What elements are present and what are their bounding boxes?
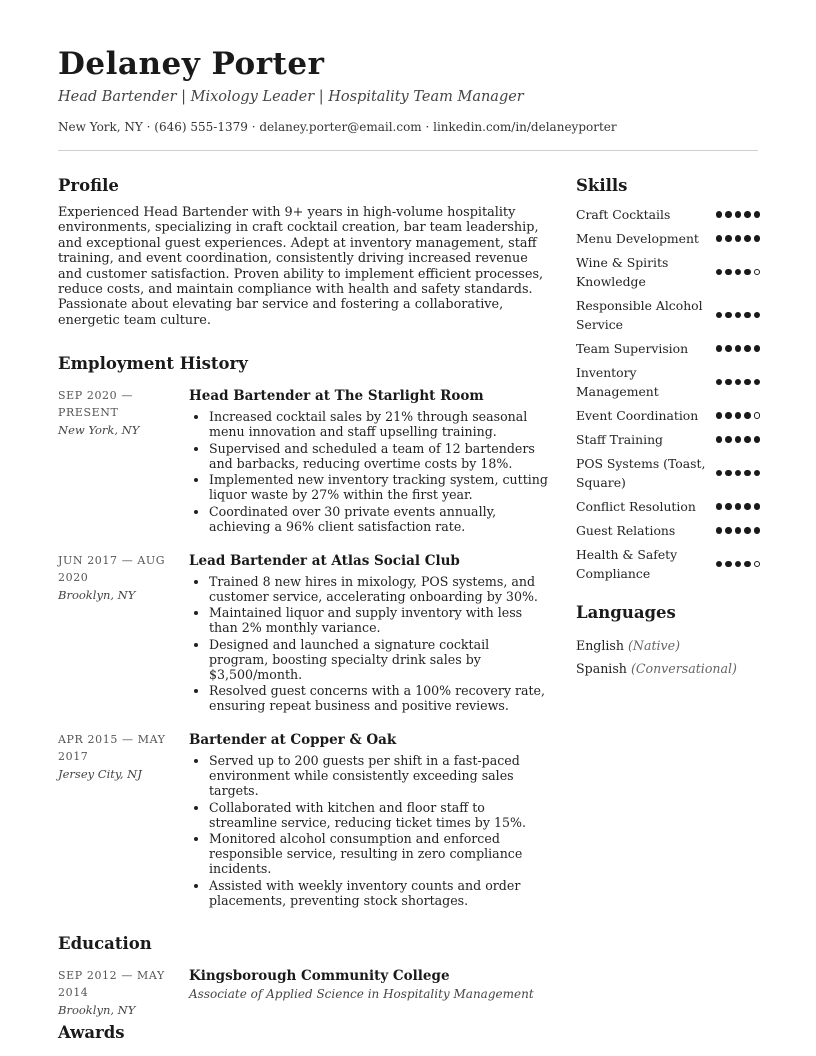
- skill-name: Responsible Alcohol Service: [576, 298, 703, 332]
- skill-name: Wine & Spirits Knowledge: [576, 255, 669, 289]
- rating-dot-filled-icon: [716, 412, 723, 419]
- languages-heading: Languages: [576, 603, 676, 622]
- language-item: [576, 634, 760, 657]
- rating-dot-filled-icon: [716, 561, 723, 568]
- education-dates: SEP 2012 — MAY 2014: [58, 968, 165, 999]
- job-bullet: • Served up to 200 guests per shift in a fast-paced environment while consistently exceeding sales targets.: [209, 753, 550, 798]
- skill-row: [576, 521, 760, 540]
- education-meta: [58, 967, 176, 1017]
- language-level: (Native): [628, 638, 681, 653]
- skill-rating: [716, 503, 761, 510]
- job-meta: [58, 552, 176, 602]
- rating-dot-filled-icon: [754, 211, 761, 218]
- job-details: [189, 552, 550, 714]
- skill-row: [576, 253, 760, 291]
- job-location: Brooklyn, NY: [58, 587, 136, 602]
- job-bullets: [189, 753, 550, 908]
- job-entry: [58, 552, 550, 714]
- skill-rating: [716, 211, 761, 218]
- job-bullets: [189, 409, 550, 534]
- main-column: [58, 176, 550, 1042]
- degree-name: Associate of Applied Science in Hospitality Management: [189, 986, 534, 1001]
- rating-dot-empty-icon: [754, 269, 761, 276]
- skill-name: Inventory Management: [576, 365, 659, 399]
- rating-dot-filled-icon: [744, 412, 751, 419]
- job-bullet: • Supervised and scheduled a team of 12 bartenders and barbacks, reducing overtime costs by 18%.: [209, 441, 550, 471]
- skill-row: [576, 430, 760, 449]
- rating-dot-filled-icon: [716, 345, 723, 352]
- rating-dot-filled-icon: [744, 527, 751, 534]
- skill-row: [576, 229, 760, 248]
- skill-row: [576, 406, 760, 425]
- skill-name: Conflict Resolution: [576, 499, 696, 514]
- job-entry: [58, 731, 550, 908]
- rating-dot-filled-icon: [754, 527, 761, 534]
- rating-dot-filled-icon: [754, 235, 761, 242]
- skill-name: Craft Cocktails: [576, 207, 671, 222]
- job-meta: [58, 731, 176, 781]
- job-location: Jersey City, NJ: [58, 767, 142, 782]
- education-heading: Education: [58, 933, 152, 953]
- skill-name: POS Systems (Toast, Square): [576, 456, 706, 490]
- sidebar-column: [576, 176, 760, 680]
- rating-dot-filled-icon: [754, 503, 761, 510]
- skill-rating: [716, 312, 761, 319]
- skill-row: [576, 545, 760, 583]
- rating-dot-filled-icon: [735, 235, 742, 242]
- rating-dot-filled-icon: [725, 527, 732, 534]
- skill-name: Team Supervision: [576, 341, 689, 356]
- skill-row: [576, 363, 760, 401]
- candidate-name: Delaney Porter: [58, 46, 325, 82]
- language-name: English: [576, 638, 624, 653]
- rating-dot-filled-icon: [716, 211, 723, 218]
- rating-dot-filled-icon: [716, 470, 723, 477]
- rating-dot-filled-icon: [725, 561, 732, 568]
- skill-row: [576, 296, 760, 334]
- job-entry: [58, 387, 550, 534]
- job-bullets: [189, 574, 550, 714]
- rating-dot-filled-icon: [735, 561, 742, 568]
- rating-dot-filled-icon: [744, 470, 751, 477]
- rating-dot-filled-icon: [716, 436, 723, 443]
- rating-dot-filled-icon: [744, 211, 751, 218]
- skill-name: Health & Safety Compliance: [576, 547, 678, 581]
- skill-rating: [716, 561, 761, 568]
- skill-rating: [716, 379, 761, 386]
- rating-dot-filled-icon: [716, 527, 723, 534]
- skill-rating: [716, 436, 761, 443]
- job-bullet: • Coordinated over 30 private events annually, achieving a 96% client satisfaction rate.: [209, 504, 550, 534]
- skill-name: Menu Development: [576, 231, 699, 246]
- profile-text: Experienced Head Bartender with 9+ years in high-volume hospitality environments, specializing in craft cocktail creation, bar team leadership, and exceptional guest experiences. Adept at inventory management, staff training, and event coordination, consistently driving increased revenue and customer satisfaction. Proven ability to implement efficient processes, reduce costs, and maintain compliance with health and safety standards. Passionate about elevating bar service and fostering a collaborative, energetic team culture.: [58, 205, 544, 328]
- education-location: Brooklyn, NY: [58, 1002, 136, 1017]
- job-bullet: • Implemented new inventory tracking system, cutting liquor waste by 27% within the first year.: [209, 472, 550, 502]
- rating-dot-filled-icon: [744, 379, 751, 386]
- rating-dot-empty-icon: [754, 412, 761, 419]
- rating-dot-filled-icon: [744, 436, 751, 443]
- job-bullet: • Assisted with weekly inventory counts and order placements, preventing stock shortages.: [209, 878, 550, 908]
- rating-dot-filled-icon: [735, 312, 742, 319]
- rating-dot-filled-icon: [716, 235, 723, 242]
- language-name: Spanish: [576, 661, 627, 676]
- language-item: [576, 657, 760, 680]
- rating-dot-filled-icon: [735, 436, 742, 443]
- job-title: Lead Bartender at Atlas Social Club: [189, 552, 460, 569]
- education-entry: [58, 967, 550, 1017]
- employment-list: [58, 387, 550, 908]
- rating-dot-filled-icon: [735, 211, 742, 218]
- profile-heading: Profile: [58, 176, 119, 195]
- school-name: Kingsborough Community College: [189, 967, 450, 984]
- education-list: [58, 967, 550, 1017]
- rating-dot-filled-icon: [735, 527, 742, 534]
- rating-dot-filled-icon: [725, 235, 732, 242]
- job-location: New York, NY: [58, 423, 140, 438]
- skills-list: [576, 205, 760, 583]
- rating-dot-filled-icon: [716, 312, 723, 319]
- rating-dot-filled-icon: [735, 470, 742, 477]
- header-divider: [58, 150, 758, 151]
- rating-dot-filled-icon: [754, 312, 761, 319]
- contact-line: New York, NY · (646) 555-1379 · delaney.porter@email.com · linkedin.com/in/delaneyporter: [58, 120, 617, 134]
- languages-list: [576, 634, 760, 680]
- skills-heading: Skills: [576, 176, 628, 195]
- job-details: [189, 731, 550, 908]
- skill-row: [576, 205, 760, 224]
- skill-name: Guest Relations: [576, 523, 676, 538]
- rating-dot-empty-icon: [754, 561, 761, 568]
- job-bullet: • Maintained liquor and supply inventory with less than 2% monthly variance.: [209, 605, 550, 635]
- rating-dot-filled-icon: [716, 503, 723, 510]
- job-bullet: • Increased cocktail sales by 21% through seasonal menu innovation and staff upselling training.: [209, 409, 550, 439]
- skill-rating: [716, 345, 761, 352]
- rating-dot-filled-icon: [725, 379, 732, 386]
- employment-heading: Employment History: [58, 354, 248, 374]
- rating-dot-filled-icon: [754, 470, 761, 477]
- rating-dot-filled-icon: [725, 312, 732, 319]
- rating-dot-filled-icon: [735, 269, 742, 276]
- skill-name: Event Coordination: [576, 408, 699, 423]
- rating-dot-filled-icon: [754, 436, 761, 443]
- job-bullet: • Trained 8 new hires in mixology, POS systems, and customer service, accelerating onboarding by 30%.: [209, 574, 550, 604]
- rating-dot-filled-icon: [725, 412, 732, 419]
- skill-row: [576, 454, 760, 492]
- rating-dot-filled-icon: [716, 269, 723, 276]
- job-title: Bartender at Copper & Oak: [189, 732, 397, 749]
- job-dates: JUN 2017 — AUG 2020: [58, 553, 166, 584]
- skill-rating: [716, 269, 761, 276]
- rating-dot-filled-icon: [725, 503, 732, 510]
- job-bullet: • Designed and launched a signature cocktail program, boosting specialty drink sales by $3,500/month.: [209, 637, 550, 682]
- job-bullet: • Monitored alcohol consumption and enforced responsible service, resulting in zero compliance incidents.: [209, 831, 550, 876]
- job-details: [189, 387, 550, 534]
- job-meta: [58, 387, 176, 437]
- rating-dot-filled-icon: [725, 436, 732, 443]
- rating-dot-filled-icon: [744, 561, 751, 568]
- rating-dot-filled-icon: [754, 345, 761, 352]
- rating-dot-filled-icon: [725, 269, 732, 276]
- rating-dot-filled-icon: [744, 269, 751, 276]
- skill-rating: [716, 235, 761, 242]
- rating-dot-filled-icon: [725, 470, 732, 477]
- rating-dot-filled-icon: [754, 379, 761, 386]
- job-bullet: • Resolved guest concerns with a 100% recovery rate, ensuring repeat business and positive reviews.: [209, 683, 550, 713]
- rating-dot-filled-icon: [744, 312, 751, 319]
- job-bullet: • Collaborated with kitchen and floor staff to streamline service, reducing ticket times by 15%.: [209, 800, 550, 830]
- rating-dot-filled-icon: [735, 412, 742, 419]
- skill-rating: [716, 412, 761, 419]
- rating-dot-filled-icon: [744, 345, 751, 352]
- skill-rating: [716, 527, 761, 534]
- job-dates: APR 2015 — MAY 2017: [58, 733, 166, 764]
- job-title: Head Bartender at The Starlight Room: [189, 388, 484, 405]
- rating-dot-filled-icon: [735, 503, 742, 510]
- rating-dot-filled-icon: [735, 379, 742, 386]
- skill-name: Staff Training: [576, 432, 663, 447]
- skill-row: [576, 497, 760, 516]
- rating-dot-filled-icon: [725, 211, 732, 218]
- skill-rating: [716, 470, 761, 477]
- job-dates: SEP 2020 — PRESENT: [58, 389, 133, 420]
- awards-heading: Awards: [58, 1022, 125, 1042]
- rating-dot-filled-icon: [725, 345, 732, 352]
- rating-dot-filled-icon: [744, 503, 751, 510]
- skill-row: [576, 339, 760, 358]
- rating-dot-filled-icon: [716, 379, 723, 386]
- education-details: [189, 967, 550, 1001]
- rating-dot-filled-icon: [735, 345, 742, 352]
- headline: Head Bartender | Mixology Leader | Hospitality Team Manager: [58, 89, 524, 105]
- language-level: (Conversational): [630, 661, 737, 676]
- rating-dot-filled-icon: [744, 235, 751, 242]
